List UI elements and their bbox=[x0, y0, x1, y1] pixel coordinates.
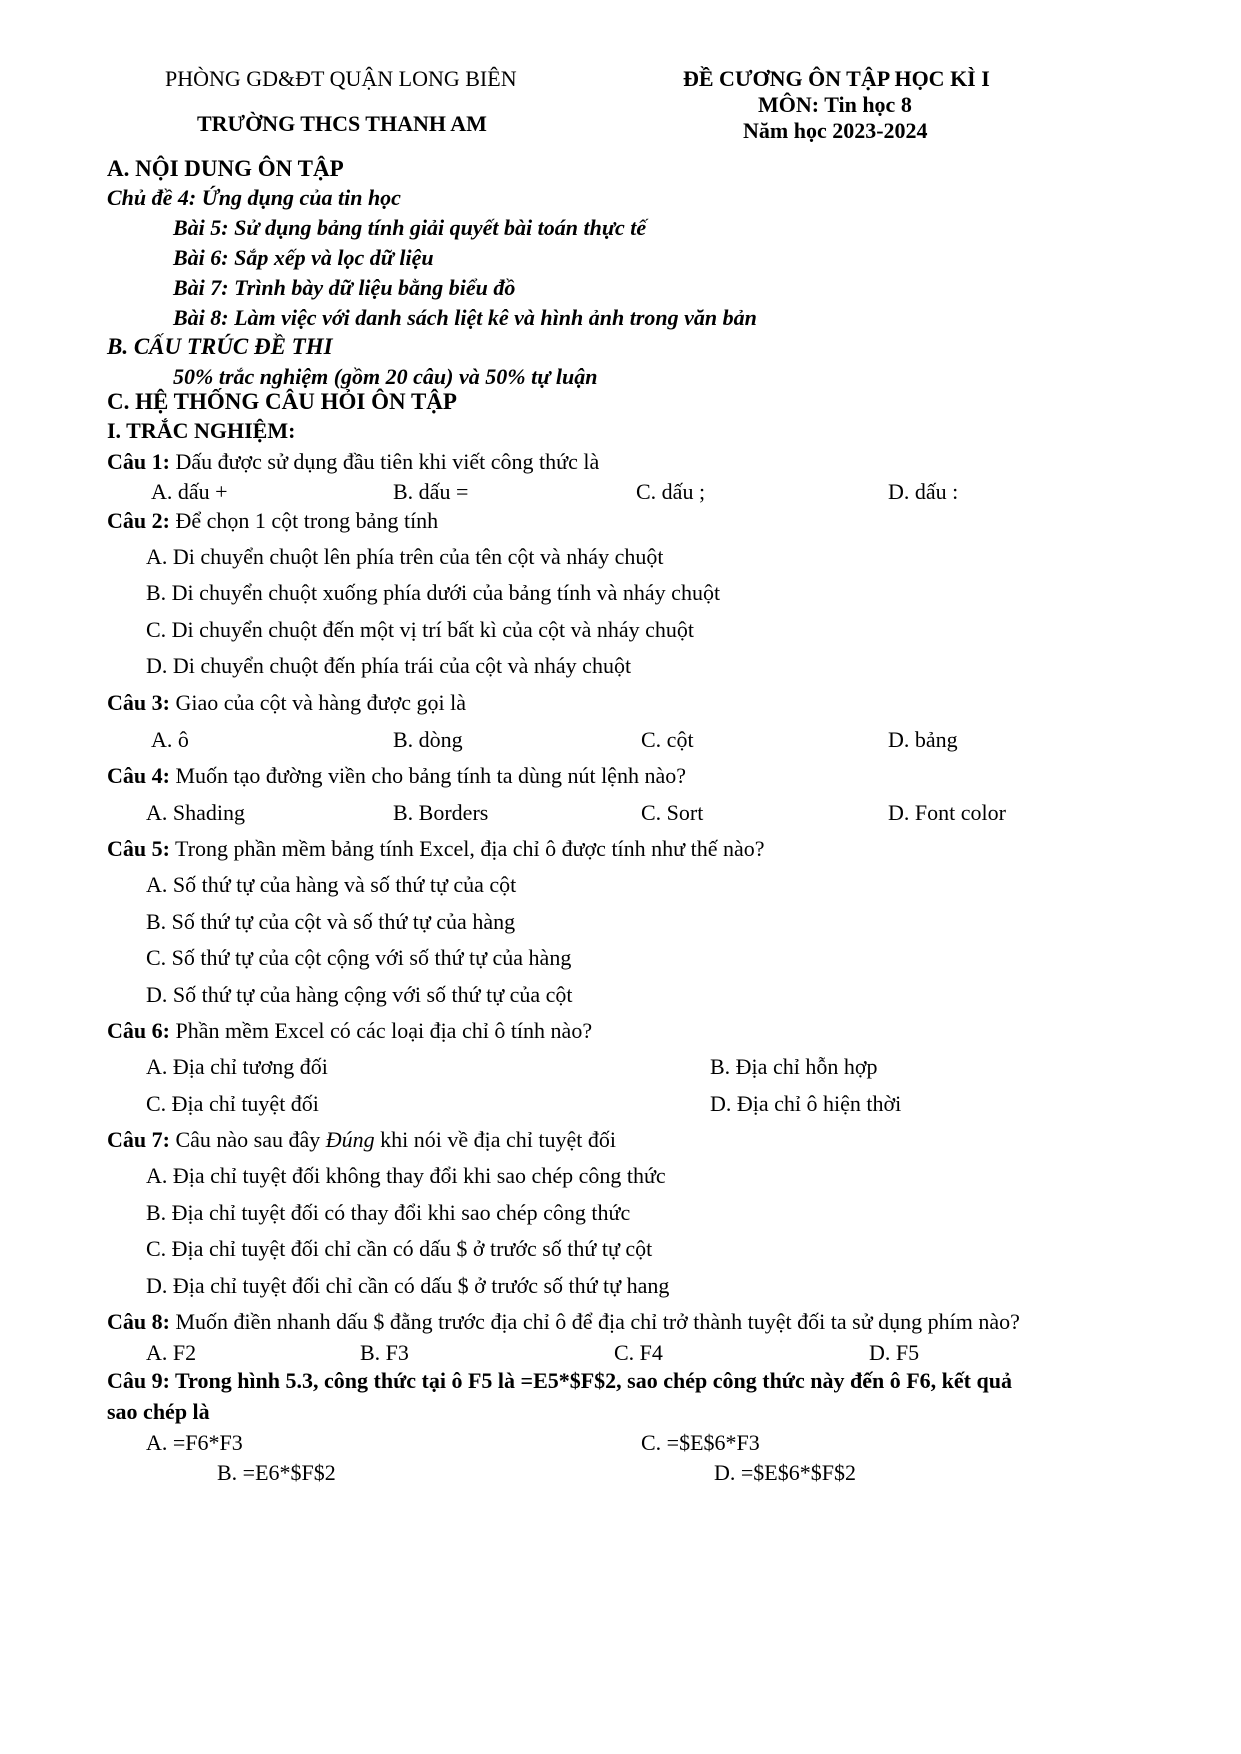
answer-option: D. dấu : bbox=[888, 479, 959, 504]
answer-option: D. =$E$6*$F$2 bbox=[714, 1460, 856, 1485]
answer-option: D. F5 bbox=[869, 1340, 920, 1365]
answer-option: A. Địa chỉ tương đối bbox=[146, 1054, 328, 1079]
question bbox=[107, 1127, 616, 1153]
question-emphasis: Đúng bbox=[325, 1127, 375, 1152]
answer-option: A. F2 bbox=[146, 1340, 197, 1365]
question-number: Câu 6: bbox=[107, 1018, 170, 1043]
section-a-title: A. NỘI DUNG ÔN TẬP bbox=[107, 156, 344, 181]
question-text: Muốn tạo đường viền cho bảng tính ta dùng nút lệnh nào? bbox=[169, 763, 686, 788]
question-text: khi nói về địa chỉ tuyệt đối bbox=[374, 1127, 616, 1152]
answer-option: C. Di chuyển chuột đến một vị trí bất kì của cột và nháy chuột bbox=[146, 617, 695, 642]
answer-option: A. dấu + bbox=[151, 479, 228, 504]
question-text: Dấu được sử dụng đầu tiên khi viết công thức là bbox=[169, 449, 600, 474]
question bbox=[107, 690, 466, 716]
answer-option: C. =$E$6*F3 bbox=[641, 1430, 760, 1455]
question-text: Câu nào sau đây bbox=[169, 1127, 326, 1152]
answer-option: D. Di chuyển chuột đến phía trái của cột và nháy chuột bbox=[146, 653, 632, 678]
question bbox=[107, 1018, 592, 1044]
answer-option: A. =F6*F3 bbox=[146, 1430, 243, 1455]
answer-option: C. Số thứ tự của cột cộng với số thứ tự của hàng bbox=[146, 945, 572, 970]
answer-option: A. Shading bbox=[146, 800, 245, 825]
answer-option: B. Borders bbox=[393, 800, 489, 825]
section-c-title: C. HỆ THỐNG CÂU HỎI ÔN TẬP bbox=[107, 389, 457, 414]
question-text: Trong hình 5.3, công thức tại ô F5 là =E5*$F$2, sao chép công thức này đến ô F6, kết quả sao chép là bbox=[107, 1368, 1012, 1424]
question-number: Câu 2: bbox=[107, 508, 170, 533]
question-text: Giao của cột và hàng được gọi là bbox=[169, 690, 466, 715]
answer-option: B. Di chuyển chuột xuống phía dưới của bảng tính và nháy chuột bbox=[146, 580, 721, 605]
lesson-item: Bài 6: Sắp xếp và lọc dữ liệu bbox=[173, 245, 434, 270]
part-title: I. TRẮC NGHIỆM: bbox=[107, 418, 296, 443]
answer-option: A. Số thứ tự của hàng và số thứ tự của cột bbox=[146, 872, 517, 897]
question-text: Phần mềm Excel có các loại địa chỉ ô tính nào? bbox=[169, 1018, 593, 1043]
question bbox=[107, 1365, 1037, 1427]
answer-option: B. Địa chỉ tuyệt đối có thay đổi khi sao chép công thức bbox=[146, 1200, 631, 1225]
question-number: Câu 5: bbox=[107, 836, 170, 861]
lesson-item: Bài 5: Sử dụng bảng tính giải quyết bài toán thực tế bbox=[173, 215, 647, 240]
exam-structure: 50% trắc nghiệm (gồm 20 câu) và 50% tự luận bbox=[173, 364, 598, 389]
question-text: Để chọn 1 cột trong bảng tính bbox=[169, 508, 439, 533]
question-number: Câu 8: bbox=[107, 1309, 170, 1334]
subject-line: MÔN: Tin học 8 bbox=[758, 92, 912, 117]
school-year: Năm học 2023-2024 bbox=[743, 118, 928, 143]
answer-option: C. F4 bbox=[614, 1340, 663, 1365]
question-number: Câu 7: bbox=[107, 1127, 170, 1152]
answer-option: C. Địa chỉ tuyệt đối chỉ cần có dấu $ ở trước số thứ tự cột bbox=[146, 1236, 653, 1261]
school-name: TRƯỜNG THCS THANH AM bbox=[197, 111, 487, 136]
answer-option: B. F3 bbox=[360, 1340, 409, 1365]
section-b-title: B. CẤU TRÚC ĐỀ THI bbox=[107, 334, 333, 359]
answer-option: A. Địa chỉ tuyệt đối không thay đổi khi sao chép công thức bbox=[146, 1163, 666, 1188]
question-text: Trong phần mềm bảng tính Excel, địa chỉ ô được tính như thế nào? bbox=[169, 836, 765, 861]
answer-option: B. =E6*$F$2 bbox=[217, 1460, 336, 1485]
answer-option: B. dấu = bbox=[393, 479, 469, 504]
lesson-item: Bài 8: Làm việc với danh sách liệt kê và hình ảnh trong văn bản bbox=[173, 305, 757, 330]
answer-option: D. Địa chỉ tuyệt đối chỉ cần có dấu $ ở trước số thứ tự hang bbox=[146, 1273, 670, 1298]
lesson-item: Bài 7: Trình bày dữ liệu bằng biểu đồ bbox=[173, 275, 516, 300]
question-number: Câu 9: bbox=[107, 1368, 170, 1393]
answer-option: C. Sort bbox=[641, 800, 704, 825]
question bbox=[107, 449, 599, 475]
answer-option: B. Địa chỉ hỗn hợp bbox=[710, 1054, 878, 1079]
answer-option: A. ô bbox=[151, 727, 189, 752]
answer-option: A. Di chuyển chuột lên phía trên của tên cột và nháy chuột bbox=[146, 544, 664, 569]
question-text: Muốn điền nhanh dấu $ đằng trước địa chỉ ô để địa chỉ trở thành tuyệt đối ta sử dụng phím nào? bbox=[169, 1309, 1020, 1334]
question bbox=[107, 836, 765, 862]
answer-option: D. Số thứ tự của hàng cộng với số thứ tự của cột bbox=[146, 982, 573, 1007]
question bbox=[107, 763, 686, 789]
question-number: Câu 1: bbox=[107, 449, 170, 474]
question-number: Câu 3: bbox=[107, 690, 170, 715]
topic-heading: Chủ đề 4: Ứng dụng của tin học bbox=[107, 185, 401, 210]
answer-option: B. Số thứ tự của cột và số thứ tự của hàng bbox=[146, 909, 516, 934]
answer-option: C. Địa chỉ tuyệt đối bbox=[146, 1091, 319, 1116]
answer-option: C. dấu ; bbox=[636, 479, 706, 504]
document-title: ĐỀ CƯƠNG ÔN TẬP HỌC KÌ I bbox=[683, 66, 990, 91]
department-name: PHÒNG GD&ĐT QUẬN LONG BIÊN bbox=[165, 66, 517, 91]
question bbox=[107, 1309, 1020, 1335]
answer-option: D. Font color bbox=[888, 800, 1006, 825]
answer-option: B. dòng bbox=[393, 727, 463, 752]
question bbox=[107, 508, 438, 534]
answer-option: C. cột bbox=[641, 727, 694, 752]
answer-option: D. bảng bbox=[888, 727, 958, 752]
answer-option: D. Địa chỉ ô hiện thời bbox=[710, 1091, 902, 1116]
question-number: Câu 4: bbox=[107, 763, 170, 788]
